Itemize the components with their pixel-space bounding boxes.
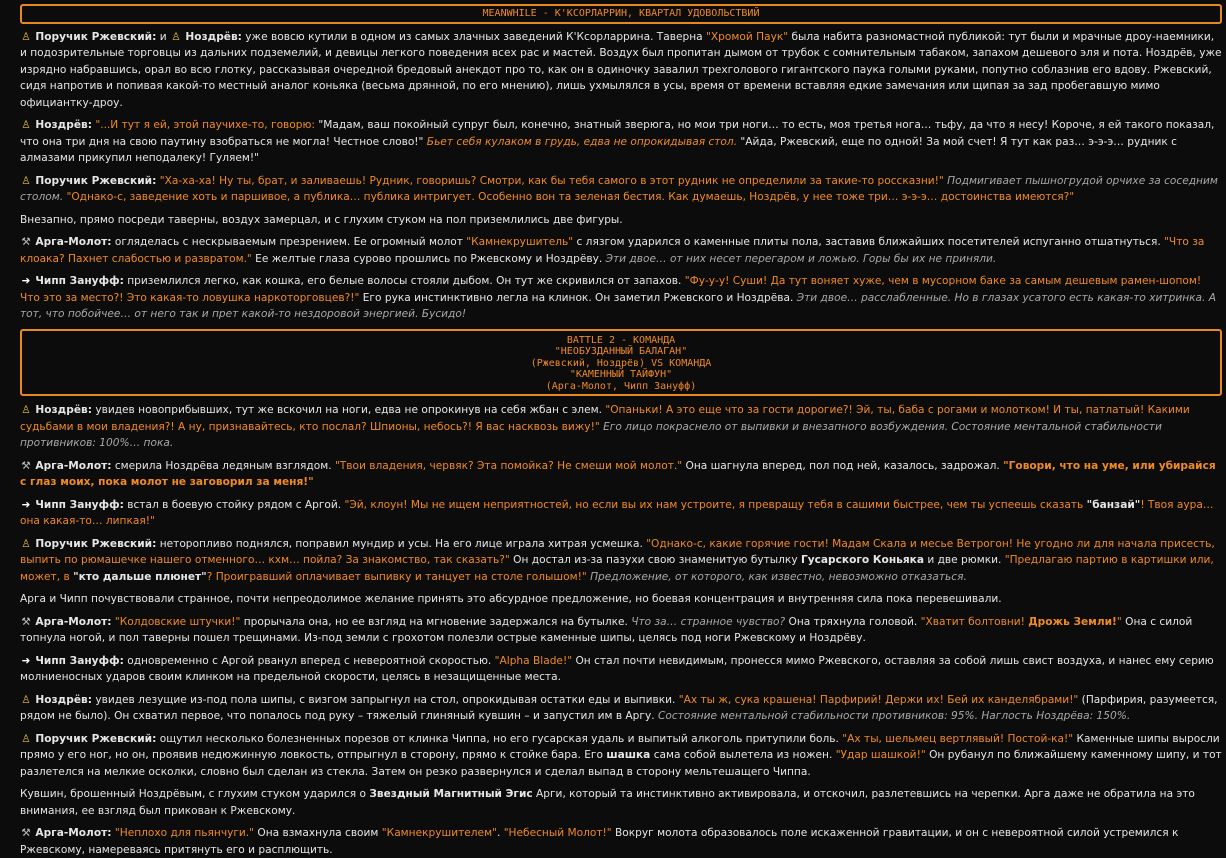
narration: и две рюмки.: [923, 554, 1005, 566]
item-name: шашка: [606, 749, 651, 761]
narration: Он рубанул по ближайшему каменному шипу, и тот разлетелся на мелкие осколки, словно был сделан из стекла. Затем он резко развернулся и сделал выпад в сторону мельтешащего Чиппа.: [20, 749, 1222, 778]
paragraph-9: [20, 497, 1222, 530]
quote: "Однако-с, заведение хоть и паршивое, а публика… публика интригует. Особенно вон та зеленая бестия. Как думаешь, Ноздрёв, у нее тоже три… э-э-э… достоинства имеются?": [63, 191, 1075, 203]
speaker-name: Арга-Молот:: [35, 827, 112, 839]
speaker-name: Поручик Ржевский:: [35, 732, 157, 745]
quote-word: "банзай": [1086, 498, 1141, 511]
quote-word: "кто дальше плюнет": [73, 570, 207, 583]
paragraph-3: [20, 173, 1222, 206]
quote: "Удар шашкой!": [835, 749, 926, 761]
quote: "Хватит болтовни!: [920, 615, 1029, 628]
paragraph-5: [20, 234, 1222, 267]
narration: Каменные шипы выросли прямо у его ног, но он, проявив недюжинную ловкость, отпрыгнул в сторону, прямо к стойке бара. Его: [20, 732, 1220, 761]
paragraph-8: [20, 458, 1222, 491]
team2-members: (Арга-Молот, Чипп Зануфф): [545, 380, 697, 392]
beer-icon: ♙: [171, 30, 181, 43]
quote: "Ах ты, шельмец вертлявый! Постой-ка!": [842, 732, 1074, 745]
paragraph-11: Арга и Чипп почувствовали странное, почти непреодолимое желание принять это абсурдное предложение, но боевая концентрация и внутренняя сила пока перевешивали.: [20, 593, 1002, 605]
quote: "Что за клоака? Пахнет слабостью и развратом.": [20, 236, 1205, 265]
narration: Он стал почти невидимым, пронесся мимо Ржевского, оставляя за собой лишь свист воздуха, и нанес ему серию молниеносных ударов своим клинком на предельной скорости, целясь в незащищенные места.: [20, 654, 1214, 683]
quote: "Ах ты ж, сука крашена! Парфирий! Держи их! Бей их канделябрами!": [678, 693, 1079, 706]
thought-text: Подмигивает пышногрудой орчихе за соседним столом.: [20, 174, 1218, 203]
paragraph-15: [20, 731, 1222, 781]
dialogue: "Мадам, ваш покойный супруг был, конечно, знатный зверюга, но мои три ноги… то есть, моя третья нога… тьфу, да что я несу! Короче, я ей такого показал, что она три дня на свою паутину взобраться не могла! Честное слово!": [20, 119, 1215, 148]
thought-text: Его лицо покраснело от выпивки и внезапного возбуждения. Состояние ментальной стабильности противников: 100%… пока.: [20, 420, 1162, 449]
narration: с лязгом ударился о каменные плиты пола, заставив ближайших посетителей испуганно отшатнуться.: [573, 236, 1165, 248]
narration: Кувшин, брошенный Ноздрёвым, с глухим стуком ударился о: [20, 788, 370, 800]
speaker-name: Арга-Молот:: [35, 459, 112, 472]
speaker-name: Чипп Зануфф:: [35, 275, 124, 287]
narration: (Парфирия, разумеется, рядом не было). Он схватил первое, что попалось под руку – тяжелый глиняный кувшин – и запустил им в Аргу.: [20, 693, 1218, 722]
narration: Она с силой топнула ногой, и пол таверны пошел трещинами. Из-под земли с грохотом полезли острые каменные шипы, целясь под ноги Ржевскому и Ноздрёву.: [20, 615, 1193, 644]
team1-members-vs: (Ржевский, Ноздрёв) VS КОМАНДА: [530, 357, 712, 369]
paragraph-16: [20, 786, 1222, 819]
quote: "Опаньки! А это еще что за гости дорогие?! Эй, ты, баба с рогами и молотком! И ты, патлатый! Какими судьбами в мои владения?! А ну, признавайтесь, кто послал? Шпионы, небось?! Я вас насквозь вижу!": [20, 404, 1190, 433]
beer-icon: ♙: [21, 30, 31, 43]
speaker-name: Чипп Зануфф:: [35, 654, 124, 667]
beer-icon: ♙: [21, 404, 31, 416]
paragraph-6: [20, 273, 1222, 323]
narration: неторопливо поднялся, поправил мундир и усы. На его лице играла хитрая усмешка.: [156, 537, 647, 550]
speaker-name: Поручик Ржевский:: [35, 174, 157, 187]
arrow-icon: ➜: [21, 275, 31, 287]
hammer-icon: ⚒: [21, 615, 31, 628]
narration: увидев лезущие из-под пола шипы, с визгом запрыгнул на стол, опрокидывая остатки еды и выпивки.: [91, 693, 679, 706]
quote: "Ха-ха-ха! Ну ты, брат, и заливаешь! Рудник, говоришь? Смотри, как бы тебя самого в этот рудник не определили за такие-то россказни!": [159, 174, 944, 187]
quote: ": [1116, 615, 1122, 628]
scene-banner: [20, 4, 1222, 24]
beer-icon: ♙: [21, 693, 31, 706]
narration: увидев новоприбывших, тут же вскочил на ноги, едва не опрокинув на себя жбан с элем.: [91, 404, 606, 416]
item-name: Гусарского Коньяка: [800, 554, 924, 566]
action-text: Бьет себя кулаком в грудь, едва не опрокидывая стол.: [426, 135, 738, 148]
item-name: Звездный Магнитный Эгис: [369, 788, 533, 800]
speaker-name: Ноздрёв:: [35, 404, 92, 416]
quote: "Фу-у-у! Суши! Да тут воняет хуже, чем в мусорном баке за самым дешевым рамен-шопом! Что это за место?! Это какая-то ловушка наркоторговцев?!": [20, 275, 1202, 304]
quote: "Небесный Молот!": [503, 827, 612, 839]
paragraph-1: [20, 29, 1222, 112]
battle-title: BATTLE 2 - КОМАНДА: [566, 334, 676, 346]
narration: прорычала она, но ее взгляд на мгновение задержался на бутылке.: [240, 615, 632, 628]
quote: "Камнекрушитель": [466, 236, 574, 248]
battle-banner: [20, 329, 1222, 397]
dialogue: "Айда, Ржевский, еще по одной! За мой счет! Я тут как раз… э-э-э… рудник с алмазами прикупил неподалеку! Гуляем!": [20, 135, 1177, 164]
quote: "Неплохо для пьянчуги.": [114, 827, 255, 839]
arrow-icon: ➜: [21, 498, 31, 511]
quote: "Однако-с, какие горячие гости! Мадам Скала и месье Ветрогон! Не угодно ли для начала присесть, выпить по рюмашечке нашего отменного… кхм… пойла? За знакомство, так сказать?": [20, 537, 1215, 566]
narration: встал в боевую стойку рядом с Аргой.: [123, 498, 345, 511]
speaker-name: Ноздрёв:: [35, 693, 92, 706]
narration: Он достал из-за пазухи свою знаменитую бутылку: [509, 554, 801, 566]
speaker-name: Ноздрёв:: [185, 30, 242, 43]
paragraph-2: [20, 117, 1222, 167]
narration: Она взмахнула своим: [254, 827, 382, 839]
thought-text: Предложение, от которого, как известно, невозможно отказаться.: [586, 570, 967, 583]
speaker-name: Поручик Ржевский:: [35, 30, 157, 43]
narration: Она тряхнула головой.: [785, 615, 921, 628]
narration: смерила Ноздрёва ледяным взглядом.: [111, 459, 335, 472]
narration: Она шагнула вперед, пол под ней, казалось, задрожал.: [682, 459, 1004, 472]
quote: "Хромой Паук": [706, 30, 789, 43]
beer-icon: ♙: [21, 732, 31, 745]
speaker-name: Чипп Зануфф:: [35, 498, 124, 511]
narration: ощутил несколько болезненных порезов от клинка Чиппа, но его гусарская удаль и выпитый алкоголь притупили боль.: [156, 732, 843, 745]
paragraph-7: [20, 402, 1222, 452]
scene-banner-text: MEANWHILE - К'КСОРЛАРРИН, КВАРТАЛ УДОВОЛЬСТВИЙ: [482, 8, 760, 19]
narration: уже вовсю кутили в одном из самых злачных заведений К'Ксорларрина. Таверна: [241, 30, 707, 43]
speaker-name: Ноздрёв:: [35, 119, 92, 131]
speaker-name: Арга-Молот:: [35, 236, 112, 248]
skill-name: Дрожь Земли!: [1028, 615, 1117, 628]
thought-text: Что за… странное чувство?: [631, 615, 786, 628]
arrow-icon: ➜: [21, 654, 31, 667]
speaker-name: Поручик Ржевский:: [35, 537, 157, 550]
narration: .: [496, 827, 504, 839]
hammer-icon: ⚒: [21, 236, 31, 248]
quote: ! Твоя аура… она какая-то… липкая!": [20, 498, 1214, 527]
narration: приземлился легко, как кошка, его белые волосы стояли дыбом. Он тут же скривился от запахов.: [123, 275, 685, 287]
narration: и: [156, 30, 170, 43]
quote: "Камнекрушителем": [381, 827, 497, 839]
beer-icon: ♙: [21, 119, 31, 131]
thought-text: Эти двое… от них несет перегаром и ложью. Горы бы их не приняли.: [605, 252, 997, 265]
quote: "Эй, клоун! Мы не ищем неприятностей, но если вы их нам устроите, я превращу тебя в сашими быстрее, чем ты успеешь сказать: [344, 498, 1087, 511]
narration: Ее желтые глаза сурово прошлись по Ржевскому и Ноздрёву.: [251, 252, 606, 265]
hammer-icon: ⚒: [21, 827, 31, 839]
team1-name: "НЕОБУЗДАННЫЙ БАЛАГАН": [554, 346, 688, 357]
paragraph-4: Внезапно, прямо посреди таверны, воздух замерцал, и с глухим стуком на пол приземлились две фигуры.: [20, 213, 623, 226]
beer-icon: ♙: [21, 174, 31, 187]
paragraph-10: [20, 536, 1222, 586]
narration: Арги, который та инстинктивно активировала, и отскочил, разлетевшись на черепки. Арга даже не обратила на это внимания, ее взгляд был прикован к Ржевскому.: [20, 788, 1195, 817]
quote: "Твои владения, червяк? Эта помойка? Не смеши мой молот.": [334, 459, 683, 472]
narration: огляделась с нескрываемым презрением. Ее огромный молот: [111, 236, 467, 248]
speaker-name: Арга-Молот:: [35, 615, 112, 628]
quote: "Предлагаю партию в картишки или, может, в: [20, 554, 1214, 583]
narration: Его рука инстинктивно легла на клинок. Он заметил Ржевского и Ноздрёва.: [359, 291, 797, 304]
thought-text: Состояние ментальной стабильности противников: 95%. Наглость Ноздрёва: 150%.: [657, 710, 1131, 722]
paragraph-14: [20, 692, 1222, 725]
quote: "Говори, что на уме, или убирайся с глаз моих, пока молот не заговорил за меня!": [20, 459, 1216, 488]
quote: ? Проигравший оплачивает выпивку и танцует на столе голышом!": [206, 570, 587, 583]
team2-name: "КАМЕННЫЙ ТАЙФУН": [569, 369, 673, 380]
narration: сама собой вылетела из ножен.: [650, 749, 836, 761]
narration: одновременно с Аргой рванул вперед с невероятной скоростью.: [123, 654, 495, 667]
hammer-icon: ⚒: [21, 459, 31, 472]
paragraph-17: [20, 825, 1222, 858]
narration: Вокруг молота образовалось поле искаженной гравитации, и он с невероятной силой устремился к Ржевскому, намереваясь притянуть его и расплющить.: [20, 827, 1179, 856]
paragraph-12: [20, 614, 1222, 647]
paragraph-13: [20, 653, 1222, 686]
quote: "Alpha Blade!": [494, 654, 573, 667]
quote: "Колдовские штучки!": [114, 615, 241, 628]
narration: была набита разномастной публикой: тут были и мрачные дроу-наемники, и подозрительные торговцы из дальних подземелий, и девицы легкого поведения всех рас и мастей. Воздух был пропитан дымом от трубок с сомнительным табаком, запахом дешевого эля и пота. Ноздрёв, уже изрядно набравшись, орал во всю глотку, рассказывая очередной бредовый анекдот про то, как он в одиночку завалил трехголового гигантского паука голыми руками, попутно соблазнив его вдову. Ржевский, сидя напротив и попивая какой-то местный аналог коньяка (весьма дрянной, по его мнению), лишь ухмылялся в усы, время от времени вставляя едкие замечания или щипая за зад пробегавшую мимо официантку-дроу.: [20, 30, 1222, 109]
beer-icon: ♙: [21, 537, 31, 550]
thought-text: Эти двое… расслабленные. Но в глазах усатого есть какая-то хитринка. А тот, что побойчее… от него так и прет какой-то нездоровой энергией. Бусидо!: [20, 291, 1217, 320]
quote: "...И тут я ей, этой паучихе-то, говорю:: [95, 119, 315, 131]
